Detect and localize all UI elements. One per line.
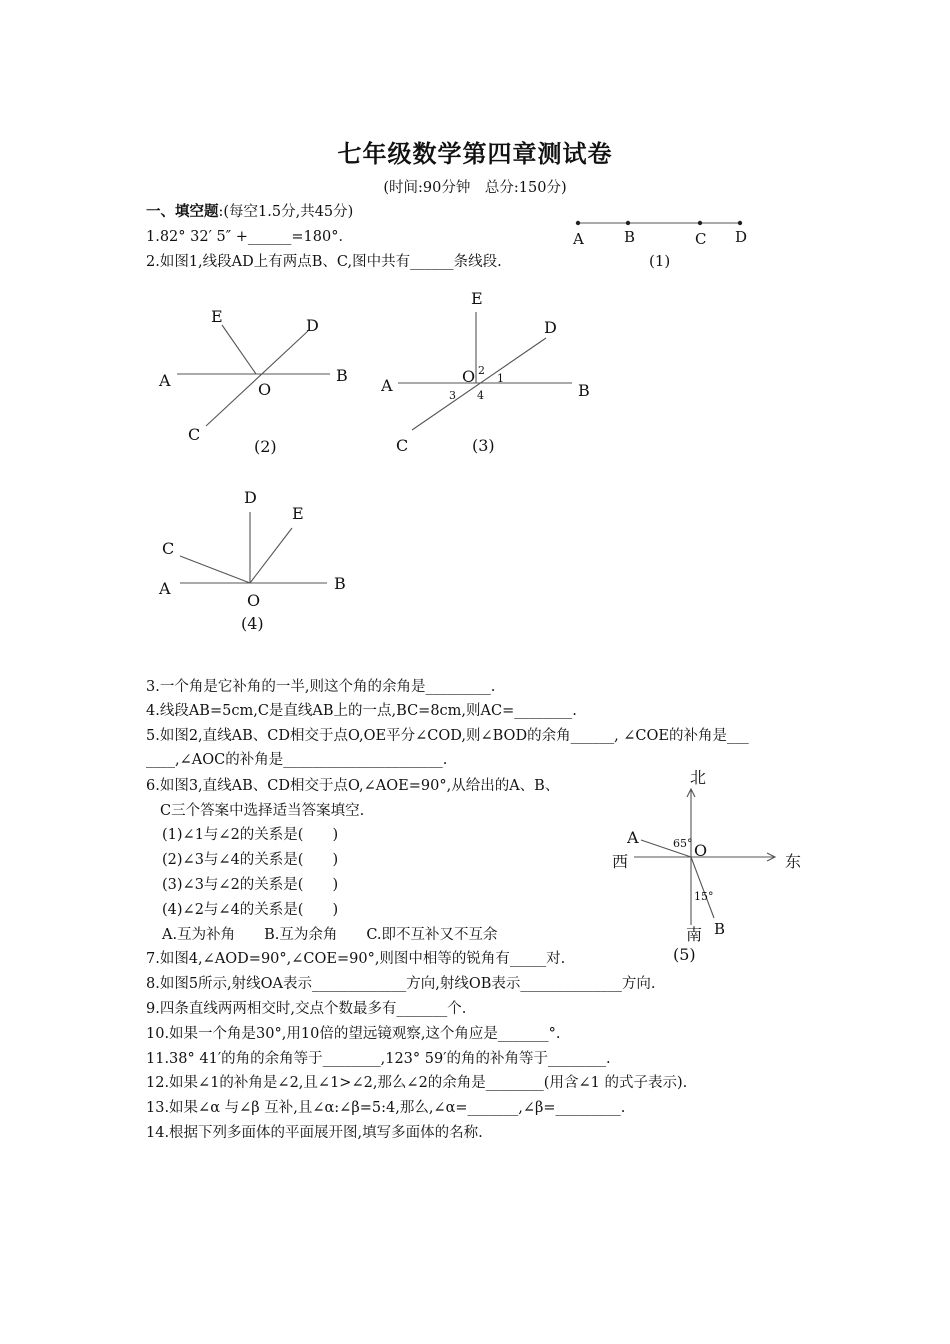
fig5-label: A xyxy=(627,828,639,847)
fig3-label: D xyxy=(544,318,557,337)
question-1: 1.82° 32′ 5″ +______=180°． xyxy=(146,229,353,245)
question-4: 4.线段AB=5cm,C是直线AB上的一点,BC=8cm,则AC=________. xyxy=(146,703,577,719)
fig3-label: B xyxy=(578,381,590,400)
question-5-line-2: ____,∠AOC的补角是______________________. xyxy=(146,752,448,768)
fig1-point xyxy=(626,221,630,225)
question-9: 9.四条直线两两相交时,交点个数最多有_______个. xyxy=(146,1001,467,1017)
question-6-sub-4: (4)∠2与∠4的关系是( ) xyxy=(162,902,339,918)
fig1-point xyxy=(738,221,742,225)
fig5-ray-ob xyxy=(691,857,714,918)
fig4-ray-oc xyxy=(180,556,250,583)
question-6-options: A.互为补角 B.互为余角 C.即不互补又不互余 xyxy=(162,927,498,943)
fig1-label: B xyxy=(624,228,636,246)
fig4-ray-oe xyxy=(250,528,292,583)
fig3-angle-label: 4 xyxy=(477,389,484,402)
question-5-line-1: 5.如图2,直线AB、CD相交于点O,OE平分∠COD,则∠BOD的余角______, ∠COE的补角是___ xyxy=(146,728,749,744)
fig3-caption: (3) xyxy=(472,436,495,455)
fig3-angle-label: 2 xyxy=(478,364,485,377)
question-8: 8.如图5所示,射线OA表示_____________方向,射线OB表示______________方向. xyxy=(146,976,656,992)
fig1-label: C xyxy=(695,230,707,248)
page-subtitle: (时间:90分钟 总分:150分) xyxy=(383,180,567,196)
fig5-label: 西 xyxy=(612,852,629,871)
fig2-label: D xyxy=(306,316,319,335)
figure-2 xyxy=(158,307,348,456)
fig4-caption: (4) xyxy=(241,614,264,633)
question-6-line-2: C三个答案中选择适当答案填空. xyxy=(160,803,365,819)
fig3-label: A xyxy=(381,376,393,395)
question-3: 3.一个角是它补角的一半,则这个角的余角是_________. xyxy=(146,679,496,695)
fig2-label: E xyxy=(211,307,223,326)
fig2-label: A xyxy=(159,371,171,390)
fig3-line-cd xyxy=(412,338,546,430)
fig5-label: O xyxy=(694,841,708,860)
page-title: 七年级数学第四章测试卷 xyxy=(337,139,613,168)
figure-1 xyxy=(572,221,747,270)
fig5-label: 北 xyxy=(690,768,707,787)
question-7: 7.如图4,∠AOD=90°,∠COE=90°,则图中相等的锐角有_____对. xyxy=(146,951,566,967)
fig1-point xyxy=(576,221,580,225)
section-heading-note: :(每空1.5分,共45分) xyxy=(218,204,354,220)
question-12: 12.如果∠1的补角是∠2,且∠1>∠2,那么∠2的余角是________(用含∠1 的式子表示). xyxy=(146,1075,688,1091)
fig4-label: O xyxy=(247,591,261,610)
fig5-angle-label: 15° xyxy=(694,890,714,903)
fig2-caption: (2) xyxy=(254,437,277,456)
question-6-line-1: 6.如图3,直线AB、CD相交于点O,∠AOE=90°,从给出的A、B、 xyxy=(146,778,560,794)
question-6-sub-2: (2)∠3与∠4的关系是( ) xyxy=(162,852,339,868)
fig3-label: C xyxy=(396,436,409,455)
fig5-angle-label: 65° xyxy=(673,837,693,850)
fig1-point xyxy=(698,221,702,225)
question-6-sub-1: (1)∠1与∠2的关系是( ) xyxy=(162,827,339,843)
question-13: 13.如果∠α 与∠β 互补,且∠α:∠β=5:4,那么,∠α=_______,∠β=_________. xyxy=(146,1100,626,1116)
fig5-label: 南 xyxy=(686,925,703,944)
fig3-angle-label: 3 xyxy=(449,389,456,402)
fig5-label: 东 xyxy=(785,852,802,871)
fig4-label: D xyxy=(244,488,257,507)
fig1-label: D xyxy=(735,228,748,246)
fig4-label: A xyxy=(159,579,171,598)
fig4-label: B xyxy=(334,574,346,593)
figure-4 xyxy=(158,488,346,633)
question-6-sub-3: (3)∠3与∠2的关系是( ) xyxy=(162,877,339,893)
fig3-label: O xyxy=(462,367,476,386)
fig5-label: B xyxy=(714,920,726,938)
figure-5 xyxy=(612,768,801,964)
question-11: 11.38° 41′的角的余角等于________,123° 59′的角的补角等于________. xyxy=(146,1051,611,1067)
fig3-label: E xyxy=(471,289,483,308)
fig5-caption: (5) xyxy=(673,945,696,964)
fig2-label: C xyxy=(188,425,201,444)
fig2-label: O xyxy=(258,380,272,399)
fig2-line-cd xyxy=(206,331,308,426)
fig2-label: B xyxy=(336,366,348,385)
fig4-label: C xyxy=(162,539,175,558)
question-2: 2.如图1,线段AD上有两点B、C,图中共有______条线段. xyxy=(146,254,502,270)
fig4-label: E xyxy=(292,504,304,523)
fig1-label: A xyxy=(573,230,584,248)
question-10: 10.如果一个角是30°,用10倍的望远镜观察,这个角应是_______°. xyxy=(146,1026,561,1042)
fig3-angle-label: 1 xyxy=(497,372,504,385)
fig1-caption: (1) xyxy=(649,252,671,270)
figure-3 xyxy=(380,289,590,455)
question-14: 14.根据下列多面体的平面展开图,填写多面体的名称. xyxy=(146,1125,483,1141)
section-heading-title: 一、填空题 xyxy=(146,203,219,220)
fig2-ray-oe xyxy=(222,325,256,374)
